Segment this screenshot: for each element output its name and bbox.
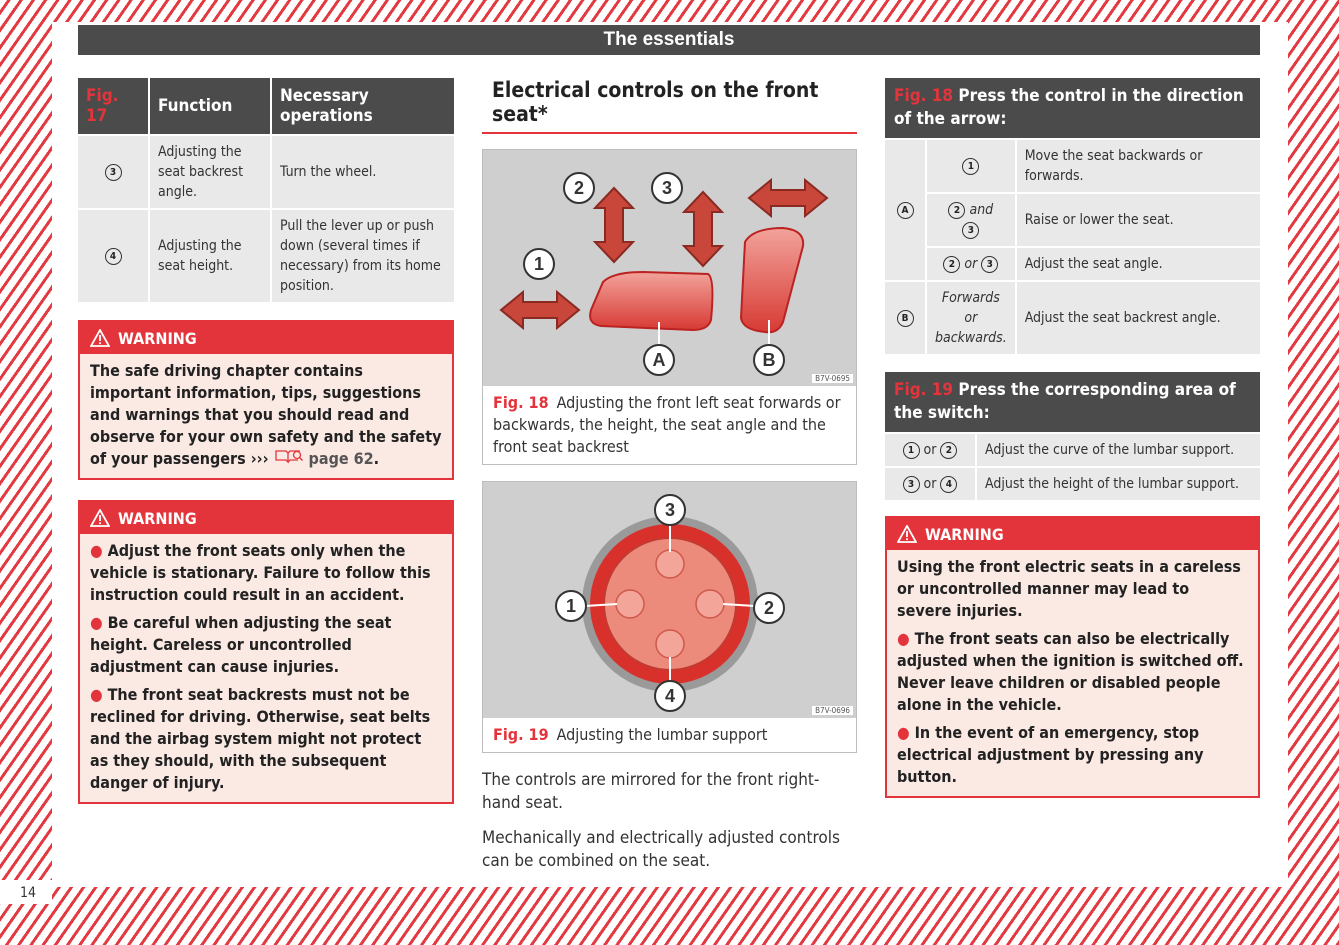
column-header: Necessary operations — [272, 78, 454, 134]
bullet-icon: ● — [897, 723, 915, 742]
heading-text: Press the corresponding area of the switch: — [894, 380, 1236, 423]
table-cell — [78, 210, 148, 302]
number-badge: 3 — [962, 222, 979, 239]
number-badge: 4 — [105, 248, 122, 265]
fig19-table — [883, 432, 1262, 502]
figure-label: Fig. 18 — [894, 86, 954, 106]
figure-caption — [483, 386, 856, 464]
fig17-table — [76, 76, 456, 304]
table-cell — [78, 136, 148, 208]
warning-header — [887, 518, 1258, 550]
table-cell: Adjusting the seat height. — [150, 210, 270, 302]
marker-label: 1 — [533, 254, 545, 274]
body-paragraph: Mechanically and electrically adjusted controls can be combined on the seat. — [482, 828, 840, 871]
table-row — [78, 210, 454, 302]
table-row — [885, 140, 1260, 192]
warning-item-text: In the event of an emergency, stop electrical adjustment by pressing any button. — [897, 723, 1204, 786]
section-title: Electrical controls on the front seat* — [482, 78, 857, 134]
warning-item-text: Adjust the front seats only when the vehicle is stationary. Failure to follow this instruction could result in an accident. — [90, 541, 431, 604]
letter-badge: A — [897, 202, 914, 219]
table-row — [885, 194, 1260, 246]
seat-controls-illustration — [483, 150, 856, 386]
warning-triangle-icon — [897, 525, 917, 543]
warning-body — [80, 354, 452, 478]
warning-header — [80, 322, 452, 354]
table-header-row — [78, 78, 454, 134]
table-cell — [885, 140, 925, 280]
number-badge: 4 — [940, 476, 957, 493]
warning-item-text: Be careful when adjusting the seat height. Careless or uncontrolled adjustment can cause injuries. — [90, 613, 392, 676]
warning-box — [78, 320, 454, 480]
lumbar-switch-illustration — [483, 482, 856, 718]
number-badge: 3 — [105, 164, 122, 181]
page-link-text: page 62 — [308, 449, 374, 468]
number-badge: 2 — [948, 202, 965, 219]
figure-code: B7V-0696 — [812, 706, 853, 715]
joiner-text: or — [923, 476, 937, 492]
link-suffix: . — [373, 449, 380, 468]
table-heading — [885, 372, 1260, 432]
warning-box — [885, 516, 1260, 798]
marker-label: 2 — [573, 178, 585, 198]
column-header: Fig. 17 — [78, 78, 148, 134]
table-cell: Turn the wheel. — [272, 136, 454, 208]
list-item — [90, 540, 442, 606]
list-item — [90, 684, 442, 794]
table-cell — [927, 194, 1015, 246]
warning-triangle-icon — [90, 509, 110, 527]
warning-box — [78, 500, 454, 804]
marker-label: 3 — [661, 178, 673, 198]
table-row — [885, 434, 1260, 466]
bullet-icon: ● — [90, 541, 108, 560]
warning-text: The safe driving chapter contains important information, tips, suggestions and warnings that you should read and observe for your own safety and the safety of your passengers — [90, 361, 442, 468]
table-cell: Adjust the height of the lumbar support. — [977, 468, 1260, 500]
marker-label: A — [652, 350, 666, 370]
caption-text: Adjusting the lumbar support — [556, 725, 768, 744]
marker-label: 1 — [565, 596, 577, 616]
marker-label: 3 — [664, 500, 676, 520]
marker-label: 2 — [763, 598, 775, 618]
table-cell: Adjust the seat angle. — [1017, 248, 1260, 280]
table-cell: Adjust the seat backrest angle. — [1017, 282, 1260, 354]
list-item — [897, 628, 1248, 716]
table-cell — [927, 248, 1015, 280]
number-badge: 3 — [903, 476, 920, 493]
warning-body — [887, 550, 1258, 796]
page-header: The essentials — [78, 25, 1260, 55]
table-cell — [885, 468, 975, 500]
bullet-icon: ● — [897, 629, 915, 648]
warning-body — [80, 534, 452, 802]
page-number: 14 — [0, 880, 52, 904]
book-icon — [274, 448, 304, 464]
table-row — [885, 282, 1260, 354]
column-header: Function — [150, 78, 270, 134]
joiner-text: or — [964, 256, 978, 272]
warning-item-text: The front seat backrests must not be reclined for driving. Otherwise, seat belts and the airbag system might not protect as they should, with the subsequent danger of injury. — [90, 685, 431, 792]
marker-label: 4 — [664, 686, 676, 706]
number-badge: 2 — [940, 442, 957, 459]
left-column — [78, 78, 454, 804]
figure-18 — [482, 149, 857, 465]
fig18-table — [883, 138, 1262, 356]
number-badge: 3 — [981, 256, 998, 273]
seat-cushion-shape — [590, 272, 712, 330]
warning-header — [80, 502, 452, 534]
table-cell — [885, 282, 925, 354]
table-cell — [927, 140, 1015, 192]
right-column — [885, 78, 1260, 798]
body-paragraph: The controls are mirrored for the front right-hand seat. — [482, 770, 820, 813]
link-arrows: ››› — [250, 449, 269, 468]
warning-item-text: The front seats can also be electrically adjusted when the ignition is switched off. Never leave children or disabled people alone in the vehicle. — [897, 629, 1244, 714]
bullet-icon: ● — [90, 613, 108, 632]
backrest-shape — [741, 228, 803, 332]
warning-title: WARNING — [118, 508, 197, 528]
table-heading — [885, 78, 1260, 138]
table-row — [78, 136, 454, 208]
list-item — [897, 722, 1248, 788]
table-cell — [885, 434, 975, 466]
figure-label: Fig. 19 — [894, 380, 954, 400]
figure-18-image — [483, 150, 856, 386]
marker-label: B — [762, 350, 776, 370]
table-cell: Pull the lever up or push down (several times if necessary) from its home position. — [272, 210, 454, 302]
joiner-text: and — [969, 202, 994, 218]
heading-text: Press the control in the direction of the arrow: — [894, 86, 1244, 129]
list-item — [90, 612, 442, 678]
letter-badge: B — [897, 310, 914, 327]
middle-column — [482, 78, 857, 885]
figure-label: Fig. 18 — [493, 393, 549, 412]
caption-text: Adjusting the front left seat forwards or backwards, the height, the seat angle and the front seat backrest — [493, 393, 841, 456]
joiner-text: or — [923, 442, 937, 458]
number-badge: 1 — [962, 158, 979, 175]
table-cell: Adjust the curve of the lumbar support. — [977, 434, 1260, 466]
number-badge: 1 — [903, 442, 920, 459]
warning-title: WARNING — [925, 524, 1004, 544]
table-cell: Raise or lower the seat. — [1017, 194, 1260, 246]
warning-title: WARNING — [118, 328, 197, 348]
number-badge: 2 — [943, 256, 960, 273]
figure-caption — [483, 718, 856, 752]
table-row — [885, 248, 1260, 280]
figure-code: B7V-0695 — [812, 374, 853, 383]
table-row — [885, 468, 1260, 500]
warning-intro: Using the front electric seats in a careless or uncontrolled manner may lead to severe injuries. — [897, 557, 1241, 620]
figure-19 — [482, 481, 857, 753]
warning-triangle-icon — [90, 329, 110, 347]
table-cell: Move the seat backwards or forwards. — [1017, 140, 1260, 192]
figure-label: Fig. 19 — [493, 725, 549, 744]
table-cell: Adjusting the seat backrest angle. — [150, 136, 270, 208]
table-cell: Forwards or backwards. — [927, 282, 1015, 354]
page-link[interactable] — [251, 449, 374, 468]
figure-19-image — [483, 482, 856, 718]
bullet-icon: ● — [90, 685, 108, 704]
